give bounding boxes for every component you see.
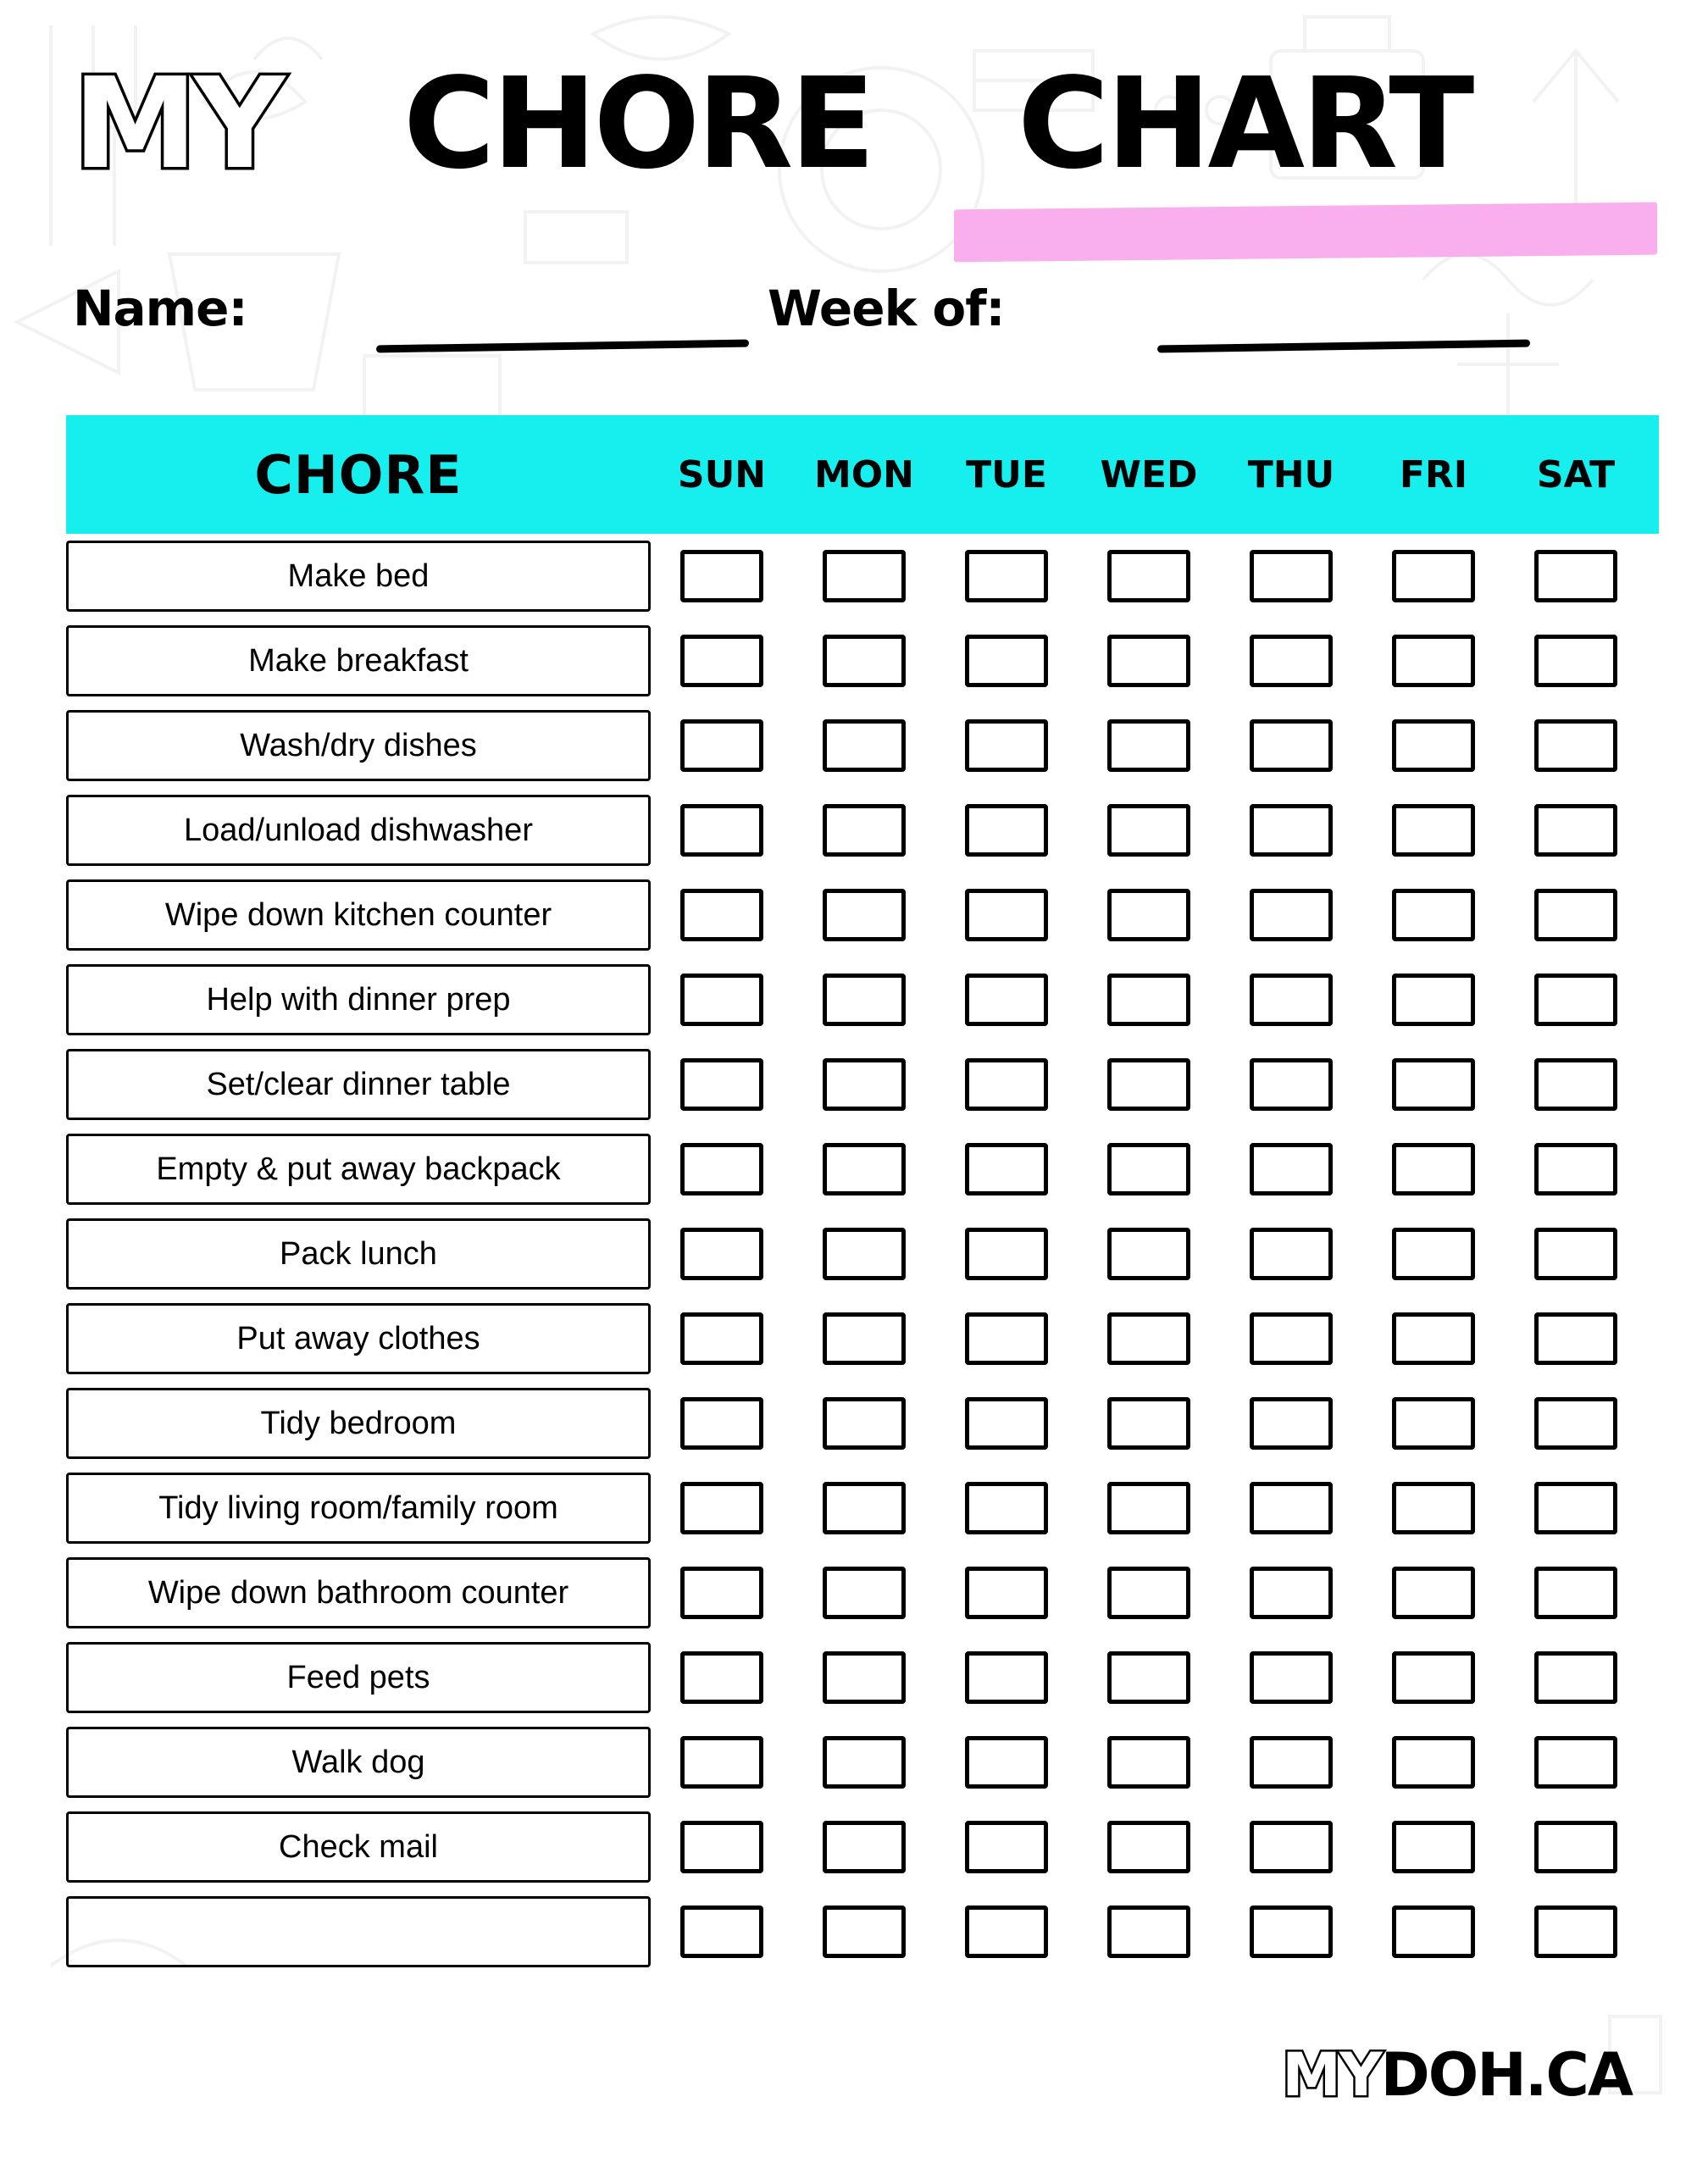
checkbox-cell-tue — [935, 1651, 1078, 1704]
checkbox[interactable] — [823, 719, 906, 772]
checkbox[interactable] — [1250, 1651, 1333, 1704]
checkbox-cell-thu — [1220, 1482, 1362, 1534]
checkbox[interactable] — [1250, 1397, 1333, 1450]
checkbox[interactable] — [1107, 1651, 1190, 1704]
checkbox[interactable] — [1392, 1736, 1475, 1789]
checkbox[interactable] — [965, 1651, 1048, 1704]
checkbox[interactable] — [965, 1058, 1048, 1111]
checkbox[interactable] — [1534, 635, 1617, 687]
chore-label-cell[interactable]: Check mail — [66, 1811, 651, 1883]
checkbox[interactable] — [1392, 1906, 1475, 1958]
checkbox-cell-sat — [1505, 1482, 1647, 1534]
chore-label-cell[interactable]: Tidy living room/family room — [66, 1473, 651, 1544]
table-row — [66, 703, 1659, 788]
chore-label-cell[interactable]: Wipe down bathroom counter — [66, 1557, 651, 1628]
checkbox[interactable] — [680, 804, 763, 857]
checkbox-cell-wed — [1078, 719, 1220, 772]
checkbox-cell-wed — [1078, 1906, 1220, 1958]
checkbox-cell-tue — [935, 1736, 1078, 1789]
checkbox[interactable] — [1392, 889, 1475, 941]
checkbox-cell-sat — [1505, 1736, 1647, 1789]
checkbox-cell-wed — [1078, 550, 1220, 602]
checkbox-cell-wed — [1078, 1736, 1220, 1789]
checkbox-cell-wed — [1078, 1567, 1220, 1619]
checkbox[interactable] — [965, 804, 1048, 857]
checkbox[interactable] — [965, 635, 1048, 687]
table-row — [66, 1127, 1659, 1212]
checkbox[interactable] — [680, 1906, 763, 1958]
chore-label-cell[interactable]: Make bed — [66, 541, 651, 612]
checkbox-cell-sat — [1505, 974, 1647, 1026]
checkbox[interactable] — [1107, 550, 1190, 602]
table-row — [66, 619, 1659, 703]
checkbox-cell-sun — [651, 719, 793, 772]
page-title — [73, 34, 1649, 220]
checkbox-cell-tue — [935, 1906, 1078, 1958]
checkbox[interactable] — [1534, 974, 1617, 1026]
checkbox-cell-mon — [793, 1482, 935, 1534]
checkbox-cell-fri — [1362, 1143, 1505, 1195]
checkbox[interactable] — [1107, 1906, 1190, 1958]
chore-label-cell[interactable]: Pack lunch — [66, 1218, 651, 1290]
checkbox[interactable] — [680, 974, 763, 1026]
checkbox-cell-thu — [1220, 1906, 1362, 1958]
meta-row — [73, 280, 1649, 356]
checkbox-cell-fri — [1362, 1058, 1505, 1111]
column-header-sat: SAT — [1536, 452, 1616, 496]
checkbox[interactable] — [965, 1567, 1048, 1619]
checkbox-cell-fri — [1362, 889, 1505, 941]
column-header-mon: MON — [813, 452, 914, 496]
checkbox-cell-sat — [1505, 719, 1647, 772]
checkbox-cell-sun — [651, 1228, 793, 1280]
checkbox[interactable] — [1250, 635, 1333, 687]
checkbox-cell-sat — [1505, 1312, 1647, 1365]
chore-label-cell[interactable]: Wash/dry dishes — [66, 710, 651, 781]
checkbox[interactable] — [823, 1312, 906, 1365]
checkbox[interactable] — [1107, 1397, 1190, 1450]
column-header-chore: CHORE — [254, 443, 463, 506]
chore-label-cell[interactable]: Feed pets — [66, 1642, 651, 1713]
checkbox[interactable] — [680, 1143, 763, 1195]
checkbox[interactable] — [1534, 1736, 1617, 1789]
checkbox-cell-thu — [1220, 974, 1362, 1026]
checkbox-cell-sat — [1505, 1397, 1647, 1450]
chore-label-cell[interactable]: Wipe down kitchen counter — [66, 879, 651, 951]
checkbox-cell-tue — [935, 1397, 1078, 1450]
logo-doh-text: DOH.CA — [1380, 2040, 1632, 2110]
checkbox[interactable] — [1392, 1058, 1475, 1111]
checkbox-cell-thu — [1220, 1312, 1362, 1365]
checkbox[interactable] — [965, 974, 1048, 1026]
checkbox[interactable] — [823, 804, 906, 857]
checkbox[interactable] — [1534, 1567, 1617, 1619]
checkbox[interactable] — [680, 1228, 763, 1280]
checkbox-cell-mon — [793, 1058, 935, 1111]
checkbox[interactable] — [1392, 1312, 1475, 1365]
chore-label-cell[interactable] — [66, 1896, 651, 1967]
checkbox-cell-sun — [651, 635, 793, 687]
checkbox[interactable] — [1107, 974, 1190, 1026]
checkbox[interactable] — [823, 1651, 906, 1704]
checkbox-cell-fri — [1362, 1906, 1505, 1958]
checkbox-cell-thu — [1220, 889, 1362, 941]
checkbox[interactable] — [823, 1143, 906, 1195]
checkbox-cell-tue — [935, 1058, 1078, 1111]
checkbox[interactable] — [1250, 1567, 1333, 1619]
checkbox[interactable] — [1392, 804, 1475, 857]
checkbox[interactable] — [1534, 1397, 1617, 1450]
checkbox-cell-wed — [1078, 1821, 1220, 1873]
checkbox[interactable] — [1392, 1567, 1475, 1619]
checkbox[interactable] — [1107, 719, 1190, 772]
checkbox-cell-mon — [793, 635, 935, 687]
checkbox-cell-tue — [935, 1821, 1078, 1873]
chore-label-cell[interactable]: Help with dinner prep — [66, 964, 651, 1035]
checkbox-cell-wed — [1078, 1397, 1220, 1450]
checkbox-cell-tue — [935, 550, 1078, 602]
checkbox-cell-sun — [651, 1058, 793, 1111]
checkbox-cell-fri — [1362, 1821, 1505, 1873]
checkbox-cell-fri — [1362, 974, 1505, 1026]
table-row — [66, 534, 1659, 619]
chore-label-cell[interactable]: Empty & put away backpack — [66, 1134, 651, 1205]
checkbox[interactable] — [1392, 1143, 1475, 1195]
checkbox[interactable] — [680, 635, 763, 687]
checkbox-cell-sun — [651, 1312, 793, 1365]
checkbox-cell-fri — [1362, 1228, 1505, 1280]
column-header-wed: WED — [1100, 452, 1198, 496]
checkbox-cell-thu — [1220, 635, 1362, 687]
checkbox[interactable] — [1250, 1821, 1333, 1873]
checkbox-cell-fri — [1362, 1397, 1505, 1450]
checkbox-cell-mon — [793, 804, 935, 857]
checkbox[interactable] — [1534, 889, 1617, 941]
checkbox[interactable] — [1534, 1058, 1617, 1111]
checkbox-cell-mon — [793, 719, 935, 772]
checkbox-cell-tue — [935, 1567, 1078, 1619]
checkbox[interactable] — [965, 889, 1048, 941]
chore-label-cell[interactable]: Tidy bedroom — [66, 1388, 651, 1459]
checkbox-cell-fri — [1362, 1482, 1505, 1534]
checkbox-cell-fri — [1362, 1312, 1505, 1365]
checkbox-cell-sun — [651, 1651, 793, 1704]
checkbox[interactable] — [1534, 719, 1617, 772]
checkbox-cell-mon — [793, 1651, 935, 1704]
checkbox[interactable] — [680, 1651, 763, 1704]
checkbox-cell-tue — [935, 1312, 1078, 1365]
checkbox[interactable] — [1392, 1482, 1475, 1534]
checkbox[interactable] — [1107, 635, 1190, 687]
checkbox[interactable] — [1534, 1143, 1617, 1195]
checkbox[interactable] — [823, 1736, 906, 1789]
checkbox[interactable] — [1107, 1058, 1190, 1111]
table-row — [66, 1381, 1659, 1466]
checkbox-cell-mon — [793, 1821, 935, 1873]
checkbox-cell-mon — [793, 889, 935, 941]
checkbox[interactable] — [1250, 1228, 1333, 1280]
checkbox-cell-wed — [1078, 1143, 1220, 1195]
table-row — [66, 1466, 1659, 1550]
checkbox[interactable] — [965, 1482, 1048, 1534]
checkbox-cell-thu — [1220, 1651, 1362, 1704]
checkbox[interactable] — [823, 1567, 906, 1619]
checkbox[interactable] — [1250, 1312, 1333, 1365]
checkbox-cell-mon — [793, 1312, 935, 1365]
checkbox[interactable] — [1392, 1228, 1475, 1280]
column-header-thu: THU — [1247, 452, 1335, 496]
title-my: MY — [73, 51, 282, 197]
checkbox-cell-tue — [935, 1228, 1078, 1280]
checkbox[interactable] — [1250, 719, 1333, 772]
table-row — [66, 788, 1659, 873]
checkbox-cell-sun — [651, 1397, 793, 1450]
checkbox-cell-sun — [651, 1906, 793, 1958]
table-row — [66, 957, 1659, 1042]
checkbox-cell-sat — [1505, 1821, 1647, 1873]
checkbox-cell-sat — [1505, 1058, 1647, 1111]
checkbox[interactable] — [1250, 889, 1333, 941]
logo-my-text: MY — [1282, 2040, 1381, 2110]
checkbox-cell-sun — [651, 550, 793, 602]
checkbox[interactable] — [965, 1906, 1048, 1958]
checkbox[interactable] — [1250, 1058, 1333, 1111]
checkbox-cell-wed — [1078, 804, 1220, 857]
checkbox-cell-sat — [1505, 550, 1647, 602]
checkbox[interactable] — [1250, 974, 1333, 1026]
checkbox[interactable] — [680, 1482, 763, 1534]
checkbox[interactable] — [680, 1567, 763, 1619]
checkbox-cell-fri — [1362, 635, 1505, 687]
checkbox-cell-sat — [1505, 1143, 1647, 1195]
checkbox-cell-wed — [1078, 974, 1220, 1026]
checkbox-cell-sat — [1505, 1228, 1647, 1280]
checkbox-cell-sat — [1505, 1651, 1647, 1704]
checkbox-cell-wed — [1078, 1651, 1220, 1704]
checkbox[interactable] — [1534, 1228, 1617, 1280]
checkbox[interactable] — [1392, 1821, 1475, 1873]
checkbox[interactable] — [1392, 1397, 1475, 1450]
checkbox[interactable] — [1392, 635, 1475, 687]
checkbox[interactable] — [823, 1228, 906, 1280]
checkbox-cell-thu — [1220, 1736, 1362, 1789]
checkbox[interactable] — [1392, 550, 1475, 602]
checkbox-cell-thu — [1220, 1397, 1362, 1450]
checkbox[interactable] — [680, 1821, 763, 1873]
name-write-in-line[interactable] — [376, 340, 749, 353]
checkbox[interactable] — [1534, 550, 1617, 602]
table-row — [66, 1889, 1659, 1974]
checkbox-cell-tue — [935, 635, 1078, 687]
checkbox[interactable] — [965, 1397, 1048, 1450]
checkbox[interactable] — [1534, 1651, 1617, 1704]
checkbox[interactable] — [1250, 804, 1333, 857]
checkbox-cell-sun — [651, 889, 793, 941]
checkbox-cell-mon — [793, 1228, 935, 1280]
checkbox-cell-fri — [1362, 719, 1505, 772]
checkbox[interactable] — [1534, 1482, 1617, 1534]
table-row — [66, 1550, 1659, 1635]
checkbox[interactable] — [1107, 1228, 1190, 1280]
table-row — [66, 1212, 1659, 1296]
checkbox-cell-fri — [1362, 550, 1505, 602]
checkbox[interactable] — [965, 1736, 1048, 1789]
table-row — [66, 1635, 1659, 1720]
checkbox-cell-tue — [935, 804, 1078, 857]
title-chore: CHORE — [403, 51, 873, 197]
checkbox[interactable] — [1107, 1567, 1190, 1619]
checkbox-cell-fri — [1362, 1567, 1505, 1619]
checkbox-cell-mon — [793, 1736, 935, 1789]
table-row — [66, 1296, 1659, 1381]
checkbox[interactable] — [823, 1397, 906, 1450]
checkbox-cell-mon — [793, 1567, 935, 1619]
chore-label-cell[interactable]: Load/unload dishwasher — [66, 795, 651, 866]
checkbox-cell-sun — [651, 1143, 793, 1195]
table-row — [66, 1042, 1659, 1127]
checkbox[interactable] — [1107, 804, 1190, 857]
checkbox-cell-thu — [1220, 1567, 1362, 1619]
checkbox[interactable] — [680, 1312, 763, 1365]
checkbox-cell-wed — [1078, 1228, 1220, 1280]
checkbox-cell-sun — [651, 1482, 793, 1534]
checkbox-cell-sun — [651, 804, 793, 857]
checkbox[interactable] — [1534, 1906, 1617, 1958]
checkbox-cell-sun — [651, 1567, 793, 1619]
checkbox[interactable] — [1250, 1143, 1333, 1195]
checkbox-cell-sun — [651, 974, 793, 1026]
checkbox-cell-wed — [1078, 1312, 1220, 1365]
column-header-sun: SUN — [677, 452, 767, 496]
checkbox[interactable] — [823, 1482, 906, 1534]
checkbox-cell-thu — [1220, 1143, 1362, 1195]
checkbox[interactable] — [965, 1228, 1048, 1280]
title-chart: CHART — [1018, 51, 1472, 197]
checkbox-cell-tue — [935, 1482, 1078, 1534]
checkbox-cell-mon — [793, 550, 935, 602]
table-body — [66, 534, 1659, 1974]
checkbox-cell-sat — [1505, 1906, 1647, 1958]
checkbox-cell-fri — [1362, 1651, 1505, 1704]
checkbox[interactable] — [680, 550, 763, 602]
chore-table — [66, 415, 1659, 1974]
checkbox[interactable] — [965, 1312, 1048, 1365]
checkbox[interactable] — [823, 889, 906, 941]
checkbox[interactable] — [1107, 1143, 1190, 1195]
checkbox[interactable] — [1107, 1312, 1190, 1365]
checkbox[interactable] — [680, 719, 763, 772]
table-row — [66, 873, 1659, 957]
checkbox[interactable] — [1107, 889, 1190, 941]
table-header-row — [66, 415, 1659, 534]
checkbox[interactable] — [1250, 1736, 1333, 1789]
checkbox-cell-sat — [1505, 635, 1647, 687]
checkbox-cell-fri — [1362, 1736, 1505, 1789]
checkbox[interactable] — [823, 1821, 906, 1873]
checkbox-cell-tue — [935, 889, 1078, 941]
table-row — [66, 1720, 1659, 1805]
checkbox-cell-thu — [1220, 1821, 1362, 1873]
checkbox-cell-fri — [1362, 804, 1505, 857]
checkbox-cell-thu — [1220, 1228, 1362, 1280]
chore-label-cell[interactable]: Walk dog — [66, 1727, 651, 1798]
checkbox[interactable] — [965, 1821, 1048, 1873]
table-row — [66, 1805, 1659, 1889]
checkbox[interactable] — [1250, 1482, 1333, 1534]
checkbox-cell-thu — [1220, 1058, 1362, 1111]
checkbox[interactable] — [1392, 719, 1475, 772]
checkbox-cell-thu — [1220, 719, 1362, 772]
week-of-write-in-line[interactable] — [1157, 340, 1530, 353]
checkbox[interactable] — [965, 1143, 1048, 1195]
checkbox-cell-tue — [935, 719, 1078, 772]
checkbox-cell-mon — [793, 1143, 935, 1195]
column-header-tue: TUE — [966, 452, 1047, 496]
checkbox[interactable] — [823, 974, 906, 1026]
checkbox-cell-wed — [1078, 1482, 1220, 1534]
checkbox[interactable] — [680, 1397, 763, 1450]
checkbox[interactable] — [1250, 550, 1333, 602]
checkbox-cell-tue — [935, 1143, 1078, 1195]
checkbox[interactable] — [1392, 974, 1475, 1026]
checkbox-cell-tue — [935, 974, 1078, 1026]
checkbox-cell-sat — [1505, 1567, 1647, 1619]
checkbox-cell-sat — [1505, 889, 1647, 941]
checkbox[interactable] — [1534, 1821, 1617, 1873]
checkbox[interactable] — [680, 1058, 763, 1111]
title-highlight-swash — [954, 202, 1657, 263]
checkbox[interactable] — [1392, 1651, 1475, 1704]
checkbox-cell-wed — [1078, 635, 1220, 687]
checkbox[interactable] — [1250, 1906, 1333, 1958]
checkbox-cell-thu — [1220, 550, 1362, 602]
checkbox[interactable] — [823, 1058, 906, 1111]
checkbox[interactable] — [1534, 804, 1617, 857]
checkbox-cell-thu — [1220, 804, 1362, 857]
checkbox[interactable] — [1107, 1482, 1190, 1534]
checkbox-cell-wed — [1078, 1058, 1220, 1111]
chore-label-cell[interactable]: Put away clothes — [66, 1303, 651, 1374]
checkbox[interactable] — [823, 1906, 906, 1958]
checkbox[interactable] — [965, 719, 1048, 772]
checkbox[interactable] — [1107, 1821, 1190, 1873]
name-label: Name: — [73, 280, 247, 337]
checkbox-cell-sun — [651, 1821, 793, 1873]
chore-label-cell[interactable]: Set/clear dinner table — [66, 1049, 651, 1120]
checkbox[interactable] — [1534, 1312, 1617, 1365]
column-header-fri: FRI — [1399, 452, 1468, 496]
week-of-label: Week of: — [768, 280, 1005, 337]
checkbox[interactable] — [1107, 1736, 1190, 1789]
checkbox-cell-mon — [793, 974, 935, 1026]
mydoh-logo — [1282, 2040, 1632, 2110]
checkbox[interactable] — [823, 550, 906, 602]
checkbox[interactable] — [680, 1736, 763, 1789]
checkbox-cell-mon — [793, 1906, 935, 1958]
checkbox-cell-mon — [793, 1397, 935, 1450]
checkbox[interactable] — [965, 550, 1048, 602]
chore-label-cell[interactable]: Make breakfast — [66, 625, 651, 696]
checkbox[interactable] — [823, 635, 906, 687]
checkbox-cell-sun — [651, 1736, 793, 1789]
checkbox-cell-wed — [1078, 889, 1220, 941]
checkbox[interactable] — [680, 889, 763, 941]
checkbox-cell-sat — [1505, 804, 1647, 857]
